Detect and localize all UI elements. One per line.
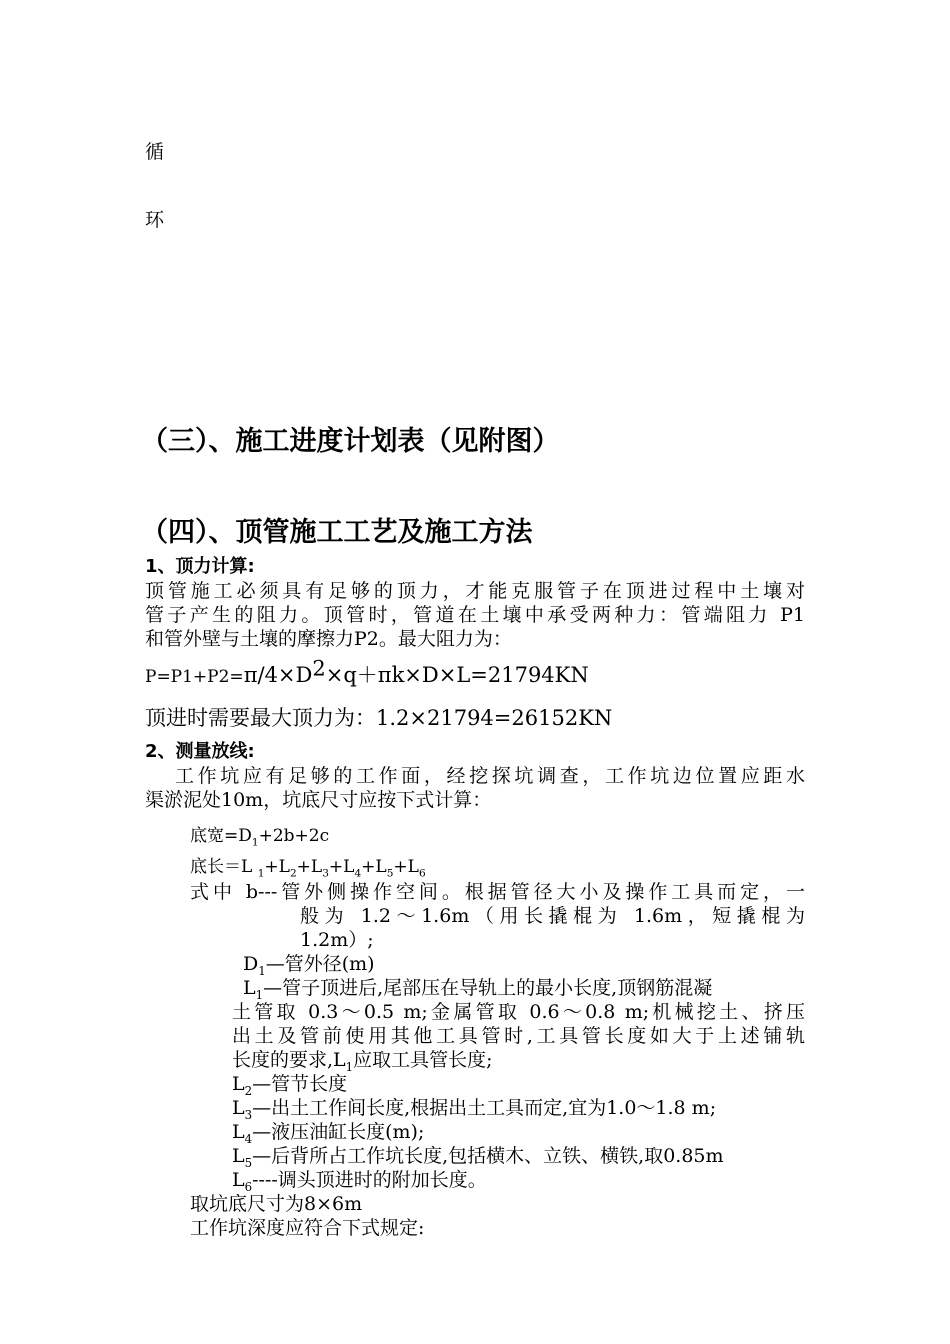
item-1-para-line-2: 管子产生的阻力。顶管时，管道在土壤中承受两种力：管端阻力 P1 (145, 604, 805, 626)
l1-def-line-1 (243, 977, 713, 1002)
item-1-heading: 1、顶力计算: (145, 556, 255, 577)
max-force-line: 顶进时需要最大顶力为：1.2×21794=26152KN (145, 706, 613, 730)
b-def-line-2: 般为 1.2～1.6m（用长撬棍为 1.6m，短撬棍为 (300, 905, 805, 927)
bottom-length-sub-5: 5 (386, 867, 394, 880)
l1-def-line-4-part-b: 应取工具管长度; (353, 1049, 493, 1071)
l6-def (232, 1169, 487, 1194)
l6-def-sub: 6 (244, 1179, 253, 1194)
item-1-para-line-1: 顶管施工必须具有足够的顶力，才能克服管子在顶进过程中土壤对 (145, 580, 805, 602)
bottom-width-sub: 1 (251, 836, 259, 849)
l4-def-sub: 4 (244, 1131, 253, 1146)
pit-depth-line: 工作坑深度应符合下式规定: (190, 1217, 425, 1239)
bottom-length-part-b: +L (264, 857, 290, 877)
l6-def-part-a: L (232, 1169, 245, 1191)
bottom-width-part-b: +2b+2c (258, 826, 330, 846)
bottom-length-part-f: +L (393, 857, 419, 877)
bottom-length-sub-4: 4 (354, 867, 362, 880)
bottom-length-sub-6: 6 (418, 867, 426, 880)
item-2-para-line-1: 工作坑应有足够的工作面，经挖探坑调查，工作坑边位置应距水 (175, 765, 805, 787)
l5-def (232, 1145, 724, 1170)
bottom-width-formula (190, 826, 330, 849)
l2-def-part-a: L (232, 1073, 245, 1095)
l2-def (232, 1073, 348, 1098)
l1-def-line-4-part-a: 长度的要求,L (232, 1049, 346, 1071)
bottom-length-part-e: +L (361, 857, 387, 877)
formula-part-a: P=P1+P2= (145, 667, 244, 687)
d1-def-part-b: —管外径(m) (265, 953, 375, 975)
l6-def-part-b: ----调头顶进时的附加长度。 (252, 1169, 487, 1191)
l1-def-part-b: —管子顶进后,尾部压在导轨上的最小长度,顶钢筋混凝 (263, 977, 713, 999)
l1-def-line-2: 土管取 0.3～0.5 m;金属管取 0.6～0.8 m;机械挖土、挤压 (232, 1001, 805, 1023)
l2-def-sub: 2 (244, 1083, 253, 1098)
formula-part-b: π/4×D (243, 663, 313, 687)
item-1-para-line-3: 和管外壁与土壤的摩擦力P2。最大阻力为： (145, 628, 512, 650)
l1-def-line-4 (232, 1049, 493, 1074)
l1-def-part-a: L (243, 977, 256, 999)
d1-def-part-a: D (243, 953, 259, 975)
l3-def-part-a: L (232, 1097, 245, 1119)
d1-def (243, 953, 375, 978)
bottom-length-part-c: +L (296, 857, 323, 877)
b-def-line-1: 式中 b---管外侧操作空间。根据管径大小及操作工具而定，一 (190, 881, 805, 903)
l5-def-sub: 5 (244, 1155, 253, 1170)
l5-def-part-a: L (232, 1145, 245, 1167)
l1-def-line-4-sub: 1 (345, 1059, 354, 1074)
l1-def-line-3: 出土及管前使用其他工具管时,工具管长度如大于上述铺轨 (232, 1025, 805, 1047)
side-char-1: 循 (145, 141, 165, 163)
section-4-title: （四）、顶管施工工艺及施工方法 (141, 517, 533, 548)
bottom-length-formula (190, 857, 426, 880)
l5-def-part-b: —后背所占工作坑长度,包括横木、立铁、横铁,取0.85m (252, 1145, 724, 1167)
formula-part-c: ×q＋πk×D×L=21794KN (325, 663, 589, 687)
side-char-2: 环 (145, 209, 165, 231)
item-2-para-line-2: 渠淤泥处10m，坑底尺寸应按下式计算： (145, 789, 492, 811)
l2-def-part-b: —管节长度 (252, 1073, 348, 1095)
bottom-length-sub-1: 1 (257, 867, 265, 880)
formula-exponent: 2 (312, 656, 326, 681)
l3-def-sub: 3 (244, 1107, 253, 1122)
bottom-length-part-a: 底长＝L (190, 857, 258, 877)
l4-def (232, 1121, 425, 1146)
l3-def (232, 1097, 717, 1122)
bottom-width-part-a: 底宽=D (190, 826, 252, 846)
l3-def-part-b: —出土工作间长度,根据出土工具而定,宜为1.0～1.8 m; (252, 1097, 717, 1119)
item-2-heading: 2、测量放线: (145, 741, 255, 762)
l4-def-part-b: —液压油缸长度(m); (252, 1121, 425, 1143)
l4-def-part-a: L (232, 1121, 245, 1143)
l1-def-sub: 1 (255, 987, 264, 1002)
force-formula (145, 656, 589, 687)
section-3-title: （三）、施工进度计划表（见附图） (141, 426, 560, 457)
bottom-length-sub-3: 3 (322, 867, 329, 880)
bottom-length-part-d: +L (328, 857, 355, 877)
pit-size-line: 取坑底尺寸为8×6m (190, 1193, 363, 1215)
d1-def-sub: 1 (258, 963, 266, 978)
bottom-length-sub-2: 2 (289, 867, 297, 880)
b-def-line-3: 1.2m）; (300, 929, 374, 951)
